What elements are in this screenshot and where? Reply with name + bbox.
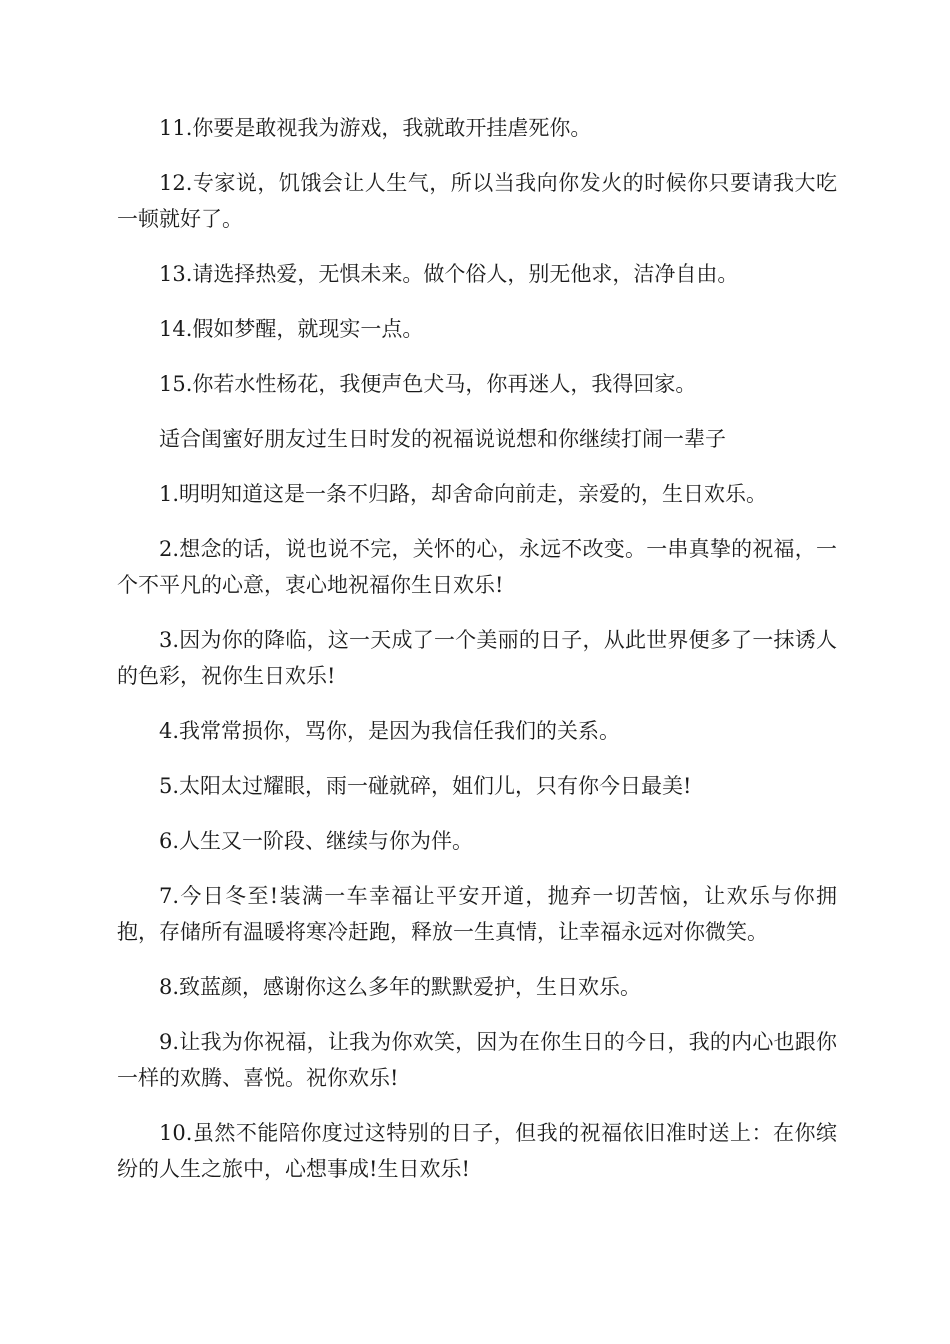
paragraph-wish-11: 11.你要是敢视我为游戏，我就敢开挂虐死你。 — [159, 116, 592, 140]
paragraph-wish-13: 13.请选择热爱，无惧未来。做个俗人，别无他求，洁净自由。 — [159, 262, 739, 286]
paragraph-birthday-8: 8.致蓝颜，感谢你这么多年的默默爱护，生日欢乐。 — [159, 975, 642, 999]
paragraph-wish-14: 14.假如梦醒，就现实一点。 — [159, 317, 424, 341]
document-body — [117, 110, 837, 1206]
paragraph-birthday-5: 5.太阳太过耀眼，雨一碰就碎，姐们儿，只有你今日最美! — [159, 774, 692, 798]
paragraph-birthday-7: 7.今日冬至!装满一车幸福让平安开道，抛弃一切苦恼，让欢乐与你拥抱，存储所有温暖将寒冷赶跑，释放一生真情，让幸福永远对你微笑。 — [117, 884, 837, 944]
paragraph-birthday-4: 4.我常常损你，骂你，是因为我信任我们的关系。 — [159, 719, 621, 743]
paragraph-birthday-1: 1.明明知道这是一条不归路，却舍命向前走，亲爱的，生日欢乐。 — [159, 482, 768, 506]
paragraph-wish-12: 12.专家说，饥饿会让人生气，所以当我向你发火的时候你只要请我大吃一顿就好了。 — [117, 171, 837, 231]
section-heading: 适合闺蜜好朋友过生日时发的祝福说说想和你继续打闹一辈子 — [159, 427, 726, 451]
paragraph-birthday-3: 3.因为你的降临，这一天成了一个美丽的日子，从此世界便多了一抹诱人的色彩，祝你生日欢乐! — [117, 628, 837, 688]
paragraph-birthday-2: 2.想念的话，说也说不完，关怀的心，永远不改变。一串真挚的祝福，一个不平凡的心意，衷心地祝福你生日欢乐! — [117, 537, 837, 597]
paragraph-birthday-9: 9.让我为你祝福，让我为你欢笑，因为在你生日的今日，我的内心也跟你一样的欢腾、喜悦。祝你欢乐! — [117, 1030, 837, 1090]
paragraph-wish-15: 15.你若水性杨花，我便声色犬马，你再迷人，我得回家。 — [159, 372, 697, 396]
paragraph-birthday-10: 10.虽然不能陪你度过这特别的日子，但我的祝福依旧准时送上：在你缤纷的人生之旅中，心想事成!生日欢乐! — [117, 1121, 837, 1181]
paragraph-birthday-6: 6.人生又一阶段、继续与你为伴。 — [159, 829, 474, 853]
